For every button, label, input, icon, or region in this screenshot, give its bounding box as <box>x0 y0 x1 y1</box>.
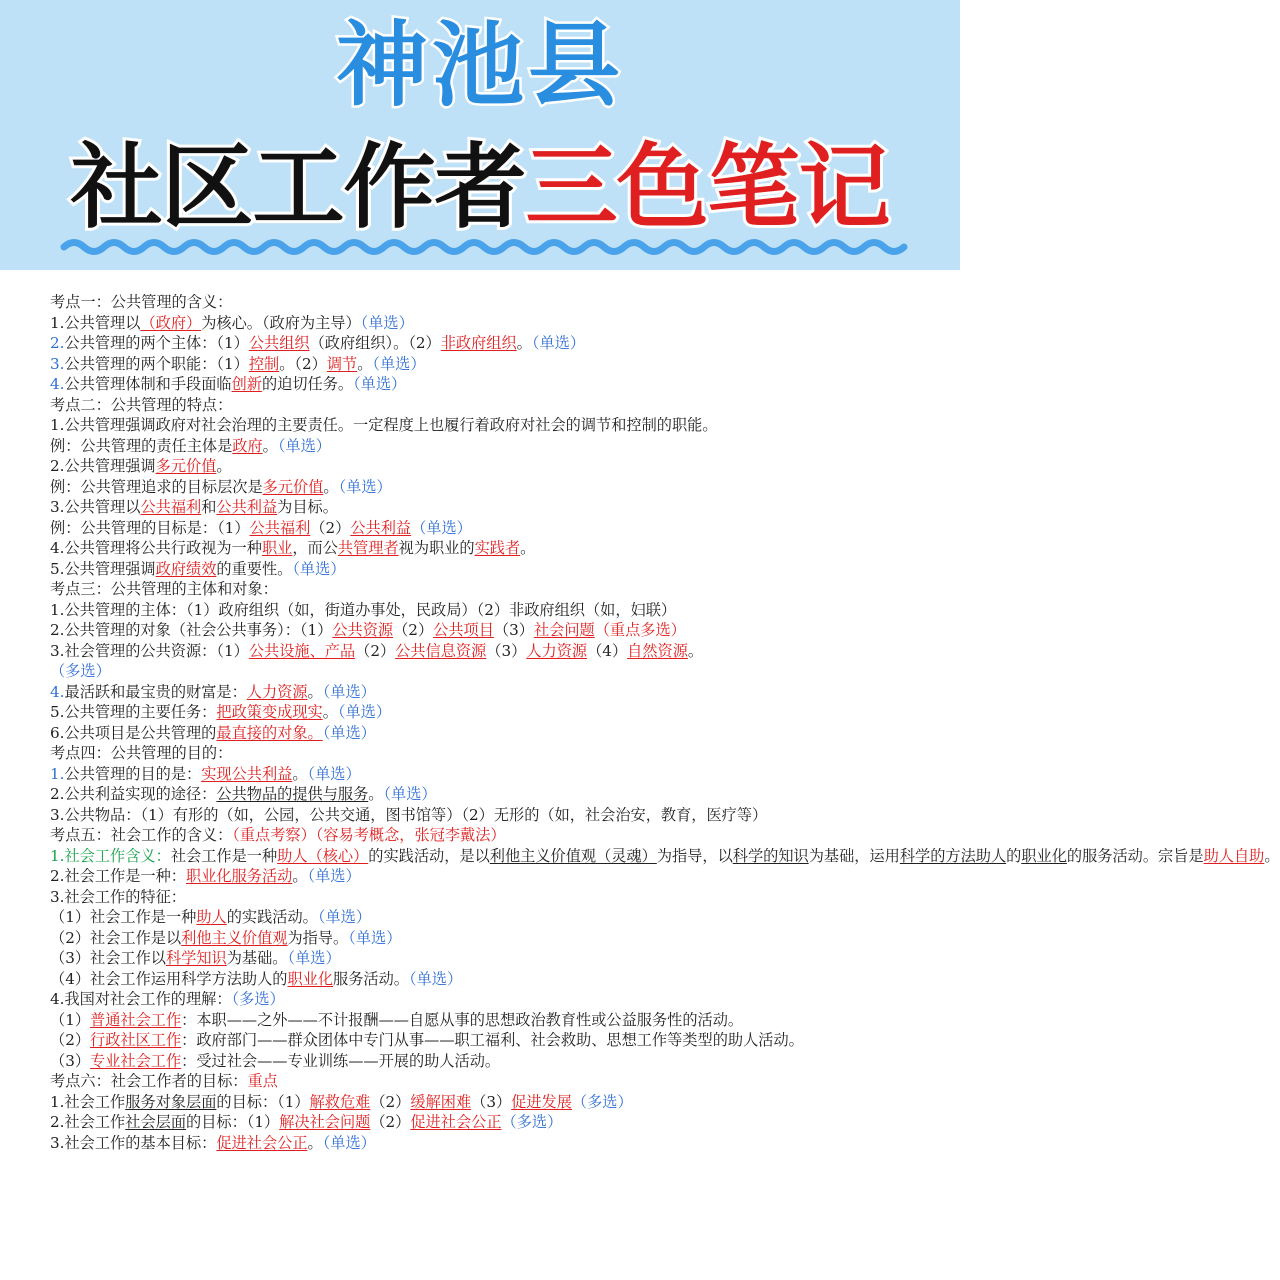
note-line <box>50 579 910 600</box>
note-text: 。 <box>292 867 308 885</box>
question-type-tag: （单选） <box>411 518 472 537</box>
note-text: 的实践活动，是以 <box>368 846 490 865</box>
red-keyword: 助人 <box>196 908 227 926</box>
note-line <box>50 1112 910 1133</box>
question-type-tag: （单选） <box>383 785 437 803</box>
question-type-tag: （单选） <box>360 313 414 332</box>
notes-body <box>50 292 1280 1153</box>
note-text: 公共管理的两个主体：（1） <box>64 334 249 352</box>
note-text: 2.公共管理强调 <box>50 457 156 475</box>
note-text: （3） <box>471 1092 512 1111</box>
question-type-tag: （单选） <box>307 764 361 783</box>
red-keyword: 促进社会公正 <box>216 1133 308 1152</box>
note-line <box>50 784 910 805</box>
note-text: 5.公共管理强调 <box>50 559 156 578</box>
note-line <box>50 436 910 457</box>
note-text: ，而公 <box>292 539 338 557</box>
note-text: 2.社会工作是一种： <box>50 867 186 885</box>
question-type-tag: （单选） <box>338 477 392 496</box>
note-text: 考点二：公共管理的特点： <box>50 395 233 414</box>
red-keyword: 政府 <box>232 436 263 455</box>
note-text: 的目标：（1） <box>216 1092 310 1111</box>
note-text: 公共物品 <box>216 785 278 803</box>
note-text: （2）社会工作是以 <box>50 928 182 947</box>
main-title-dark: 社区工作者 <box>70 134 526 241</box>
question-type-tag: （单选） <box>277 436 331 455</box>
question-type-tag: （单选） <box>322 723 376 742</box>
note-text: 为基础。 <box>226 949 288 967</box>
note-text: 社会层面 <box>125 1113 186 1131</box>
red-keyword: 人力资源 <box>526 641 588 660</box>
note-text: （1）社会工作是一种 <box>50 908 197 926</box>
question-type-tag: （单选） <box>322 682 376 701</box>
question-type-tag: （单选） <box>353 375 407 393</box>
note-text: 的服务活动。宗旨是 <box>1066 846 1204 865</box>
note-text: ：受过社会——专业训练——开展的助人活动。 <box>181 1051 501 1070</box>
note-text: 的 <box>1006 846 1022 865</box>
red-keyword: 公共组织 <box>248 334 310 352</box>
note-text: 例：公共管理追求的目标层次是 <box>50 477 263 496</box>
note-text: （政府组织）。（2） <box>309 334 441 352</box>
note-text: 。 <box>262 436 278 455</box>
note-text: 。 <box>357 354 373 373</box>
note-text: 。 <box>520 539 536 557</box>
red-keyword: 行政社区工作 <box>90 1031 182 1049</box>
note-text: 。 <box>307 682 323 701</box>
red-keyword: 自然资源 <box>627 641 688 660</box>
red-keyword: 调节 <box>326 354 358 373</box>
note-line <box>50 1010 910 1031</box>
note-text: （2） <box>310 518 351 537</box>
note-text: （3） <box>493 621 534 639</box>
note-line <box>50 907 910 928</box>
note-line <box>50 866 910 887</box>
note-line <box>50 538 910 559</box>
note-text: （2） <box>393 621 434 639</box>
note-text: 1.公共管理的主体：（1）政府组织（如，街道办事处，民政局）（2）非政府组织（如，妇联） <box>50 600 677 619</box>
note-line <box>50 825 910 846</box>
red-keyword: 公共福利 <box>140 498 202 516</box>
note-line <box>50 415 910 436</box>
header-banner <box>0 0 960 270</box>
note-line <box>50 559 910 580</box>
note-line <box>50 333 910 354</box>
note-text: 为核心。（政府为主导） <box>201 313 361 332</box>
note-text: 2.公共利益实现的途径： <box>50 785 217 803</box>
note-text: 6.公共项目是公共管理的 <box>50 723 217 742</box>
note-line <box>50 1051 910 1072</box>
question-type-tag: （单选） <box>292 559 346 578</box>
note-text: 3.社会工作的特征： <box>50 887 186 906</box>
note-text: 3.公共物品：（1）有形的（如，公园，公共交通，图书馆等）（2）无形的（如，社会治安，教育，医疗等） <box>50 805 768 824</box>
note-text: 职业化 <box>1021 846 1067 865</box>
note-line <box>50 948 910 969</box>
note-line <box>50 887 910 908</box>
note-text: 和 <box>201 498 217 516</box>
red-keyword: 助人 <box>277 846 308 865</box>
note-text: （4） <box>587 641 628 660</box>
note-line <box>50 969 910 990</box>
question-type-tag: （多选） <box>231 990 285 1008</box>
note-text: ：政府部门——群众团体中专门从事——职工福利、社会救助、思想工作等类型的助人活动。 <box>181 1031 804 1049</box>
note-line <box>50 518 910 539</box>
note-text: 为目标。 <box>277 498 338 516</box>
note-text: 2.公共管理的对象（社会公共事务）：（1） <box>50 621 333 639</box>
note-text: 公共管理体制和手段面临 <box>64 375 232 393</box>
red-keyword: 公共利益 <box>216 498 278 516</box>
red-keyword: 职业化服务活动 <box>186 867 293 885</box>
note-line <box>50 456 910 477</box>
note-text: （3）社会工作以 <box>50 949 166 967</box>
question-type-tag: （单选） <box>287 949 341 967</box>
note-text: 2.社会工作 <box>50 1113 126 1131</box>
question-type-tag: 4. <box>50 375 65 393</box>
red-keyword: 创新 <box>231 375 262 393</box>
question-type-tag: （单选） <box>317 908 372 926</box>
note-text: （2） <box>50 1031 91 1049</box>
red-keyword: 公共项目 <box>433 621 494 639</box>
red-keyword: 共管理者 <box>337 539 399 557</box>
red-keyword: 控制 <box>248 354 280 373</box>
question-type-tag: （单选） <box>322 1133 376 1152</box>
note-text: （重点考察）（容易考概念，张冠李戴法） <box>232 826 506 844</box>
red-keyword: 人力资源 <box>246 682 308 701</box>
note-text: 服务活动。 <box>333 969 409 988</box>
note-text: 1.公共管理以 <box>50 313 141 332</box>
note-text: 为指导。 <box>287 928 349 947</box>
note-line <box>50 764 910 785</box>
question-type-tag: （多选） <box>501 1113 563 1131</box>
note-text: 。 <box>322 703 338 721</box>
note-line <box>50 477 910 498</box>
note-line <box>50 1030 910 1051</box>
note-text: 的重要性。 <box>216 559 293 578</box>
note-line <box>50 292 910 313</box>
question-type-tag: 3. <box>50 354 65 373</box>
note-line <box>50 989 910 1010</box>
red-keyword: 实践者 <box>474 539 521 557</box>
note-text: 考点六：社会工作者的目标： <box>50 1072 248 1090</box>
note-text: 。 <box>516 334 532 352</box>
note-text: 考点四：公共管理的目的： <box>50 744 233 762</box>
red-keyword: 实现公共利益 <box>201 764 293 783</box>
note-text: 服务对象层面 <box>125 1092 217 1111</box>
red-keyword: 最直接的对象。 <box>216 723 323 742</box>
question-type-tag: 1. <box>50 764 65 783</box>
red-keyword: 职业化 <box>287 969 334 988</box>
red-keyword: 促进社会公正 <box>410 1113 502 1131</box>
red-keyword: 公共设施、产品 <box>248 641 356 660</box>
note-text: 最活跃和最宝贵的财富是： <box>64 682 247 701</box>
wave-divider <box>60 236 900 258</box>
note-text: 的目标：（1） <box>186 1113 280 1131</box>
note-line <box>50 497 910 518</box>
note-line <box>50 313 910 334</box>
red-keyword: 解救危难 <box>309 1092 371 1111</box>
question-type-tag: （单选） <box>337 703 392 721</box>
note-line <box>50 743 910 764</box>
red-keyword: 公共利益 <box>350 518 412 537</box>
note-text: （重点多选） <box>594 621 686 639</box>
note-text: 。 <box>307 1133 323 1152</box>
red-keyword: 利他主义价值观 <box>181 928 288 947</box>
question-type-tag: （多选） <box>50 662 111 680</box>
question-type-tag: （单选） <box>307 867 361 885</box>
note-line <box>50 702 910 723</box>
note-text: 。 <box>368 785 384 803</box>
red-keyword: 普通社会工作 <box>90 1010 182 1029</box>
note-text: （1） <box>50 1010 91 1029</box>
note-text: 的迫切任务。 <box>261 375 354 393</box>
note-line <box>50 1133 910 1154</box>
note-line <box>50 620 910 641</box>
note-line <box>50 600 910 621</box>
question-type-tag: 2. <box>50 334 65 352</box>
note-text: 社会工作是一种 <box>170 846 278 865</box>
note-line <box>50 395 910 416</box>
note-line <box>50 723 910 744</box>
county-title: 神池县 <box>335 12 624 119</box>
note-text: 的实践活动。 <box>226 908 318 926</box>
red-keyword: 公共信息资源 <box>395 641 487 660</box>
question-type-tag: 4. <box>50 682 65 701</box>
red-keyword: （核心） <box>307 846 369 865</box>
note-text: 3.公共管理以 <box>50 498 141 516</box>
note-text: （2） <box>370 1092 411 1111</box>
note-text: 科学的方法助人 <box>899 846 1007 865</box>
red-keyword: 非政府组织 <box>440 334 517 352</box>
note-text: 4.我国对社会工作的理解： <box>50 990 232 1008</box>
note-text: 3.社会管理的公共资源：（1） <box>50 641 249 660</box>
question-type-tag: （单选） <box>348 928 402 947</box>
note-text: 3.社会工作的基本目标： <box>50 1133 217 1152</box>
note-text: 视为职业的 <box>398 539 475 557</box>
note-text: 考点三：公共管理的主体和对象： <box>50 580 278 598</box>
note-text: 例：公共管理的目标是：（1） <box>50 518 250 537</box>
note-line <box>50 682 910 703</box>
main-title <box>0 136 960 240</box>
note-text: 利他主义价值观（灵魂） <box>489 846 657 865</box>
note-text: 重点 <box>247 1072 278 1090</box>
red-keyword: 解决社会问题 <box>279 1113 371 1131</box>
note-text: （3） <box>486 641 527 660</box>
note-text: 科学的知识 <box>732 846 809 865</box>
note-text: （2） <box>370 1113 411 1131</box>
note-line <box>50 661 910 682</box>
note-text: 例：公共管理的责任主体是 <box>50 436 233 455</box>
note-text: 为基础，运用 <box>808 846 900 865</box>
note-text: 为指导，以 <box>656 846 733 865</box>
red-keyword: 公共资源 <box>332 621 394 639</box>
note-text: 公共管理的两个职能：（1） <box>64 354 249 373</box>
red-keyword: 把政策变成现实 <box>216 703 323 721</box>
red-keyword: 多元价值 <box>262 477 324 496</box>
note-line <box>50 846 1280 867</box>
question-type-tag: （单选） <box>372 354 426 373</box>
note-text: （2） <box>355 641 396 660</box>
red-keyword: 科学知识 <box>165 949 227 967</box>
note-text: 5.公共管理的主要任务： <box>50 703 217 721</box>
note-line <box>50 354 910 375</box>
note-text: ：本职——之外——不计报酬——自愿从事的思想政治教育性或公益服务性的活动。 <box>181 1010 744 1029</box>
note-text: 1.社会工作含义： <box>50 846 171 865</box>
red-keyword: 专业社会工作 <box>90 1051 182 1070</box>
question-type-tag: （多选） <box>571 1092 633 1111</box>
main-title-red: 三色笔记 <box>525 134 890 241</box>
note-line <box>50 805 910 826</box>
note-text: 1.社会工作 <box>50 1092 126 1111</box>
red-keyword: 促进发展 <box>511 1092 572 1111</box>
note-text: 考点一：公共管理的含义： <box>50 293 233 311</box>
red-keyword: 社会问题 <box>533 621 595 639</box>
note-text: 公共管理的目的是： <box>64 764 202 783</box>
red-keyword: 职业 <box>261 539 293 557</box>
note-text: 。 <box>292 764 308 783</box>
note-text: 1.公共管理强调政府对社会治理的主要责任。一定程度上也履行着政府对社会的调节和控制的职能。 <box>50 416 718 434</box>
note-text: 。 <box>323 477 339 496</box>
note-text: 。 <box>687 641 704 660</box>
red-keyword: 缓解困难 <box>410 1092 472 1111</box>
note-line <box>50 1092 910 1113</box>
red-keyword: 政府绩效 <box>155 559 217 578</box>
note-text: （3） <box>50 1051 91 1070</box>
note-text: 。 <box>216 457 232 475</box>
red-keyword: 多元价值 <box>155 457 217 475</box>
note-line <box>50 374 910 395</box>
note-line <box>50 1071 910 1092</box>
question-type-tag: （单选） <box>531 334 586 352</box>
note-text: （4）社会工作运用科学方法助人的 <box>50 969 288 988</box>
note-line <box>50 641 910 662</box>
note-text: 。 <box>1264 846 1280 865</box>
red-keyword: （政府） <box>140 313 202 332</box>
note-line <box>50 928 910 949</box>
question-type-tag: （单选） <box>408 969 463 988</box>
red-keyword: 助人自助 <box>1203 846 1265 865</box>
note-text: 4.公共管理将公共行政视为一种 <box>50 539 262 557</box>
note-text: 考点五：社会工作的含义： <box>50 826 233 844</box>
red-keyword: 公共福利 <box>249 518 311 537</box>
note-text: 的提供与服务 <box>277 785 369 803</box>
note-text: 。（2） <box>279 354 327 373</box>
